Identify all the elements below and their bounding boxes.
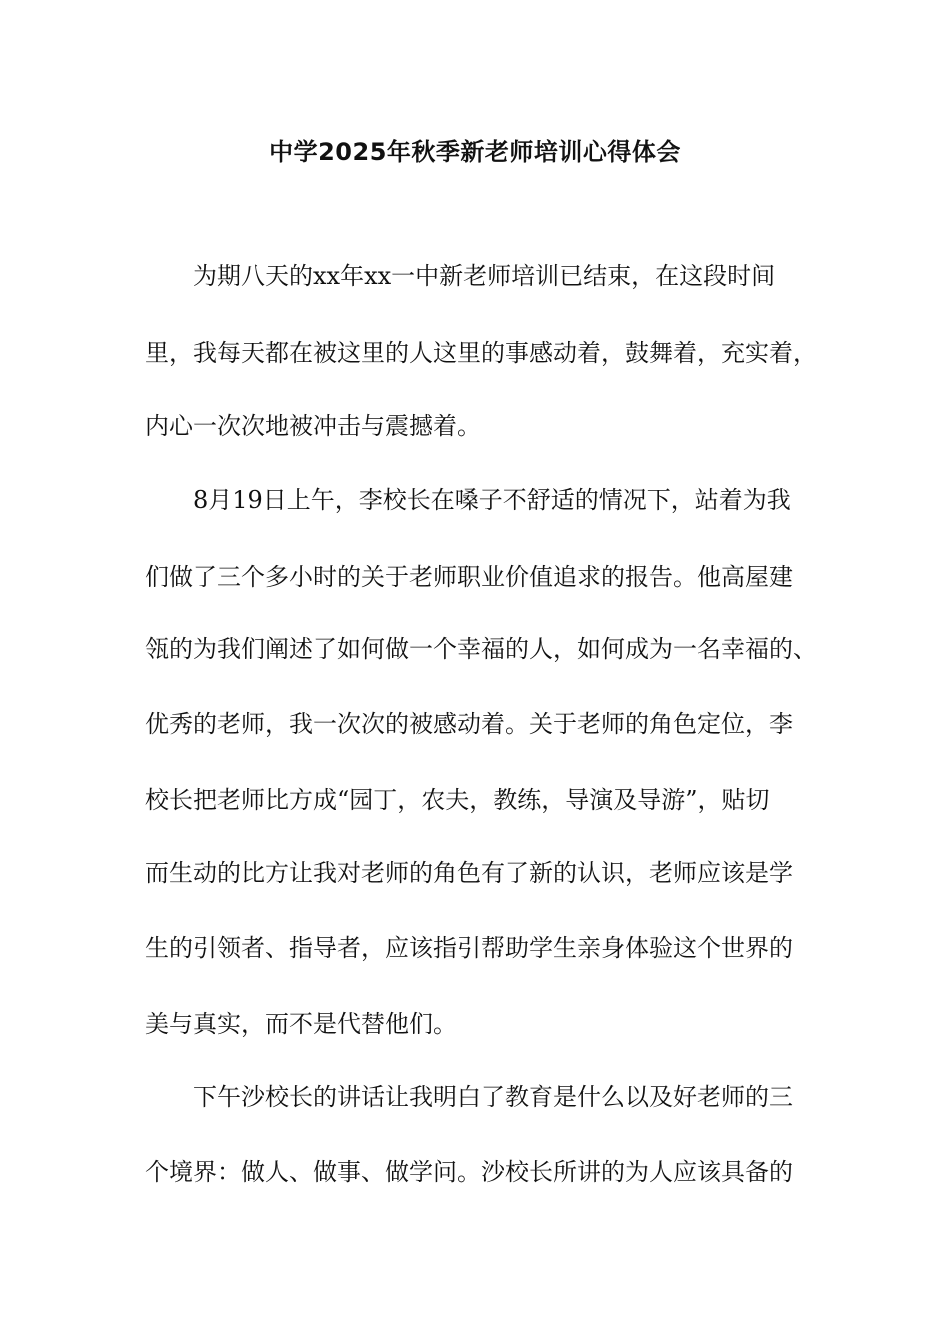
body-line-10: 生的引领者、指导者，应该指引帮助学生亲身体验这个世界的 bbox=[145, 934, 793, 962]
body-line-9: 而生动的比方让我对老师的角色有了新的认识，老师应该是学 bbox=[145, 859, 793, 887]
body-line-3: 内心一次次地被冲击与震撼着。 bbox=[145, 412, 481, 440]
body-line-4: 8月19日上午，李校长在嗓子不舒适的情况下，站着为我 bbox=[145, 486, 791, 514]
body-line-13: 个境界：做人、做事、做学问。沙校长所讲的为人应该具备的 bbox=[145, 1158, 793, 1186]
body-line-8: 校长把老师比方成“园丁，农夫，教练，导演及导游”，贴切 bbox=[145, 786, 770, 814]
body-line-1: 为期八天的xx年xx一中新老师培训已结束，在这段时间 bbox=[145, 262, 776, 290]
body-line-7: 优秀的老师，我一次次的被感动着。关于老师的角色定位，李 bbox=[145, 710, 793, 738]
body-line-2: 里，我每天都在被这里的人这里的事感动着，鼓舞着，充实着， bbox=[145, 339, 817, 367]
body-line-5: 们做了三个多小时的关于老师职业价值追求的报告。他高屋建 bbox=[145, 563, 793, 591]
body-line-6: 瓴的为我们阐述了如何做一个幸福的人，如何成为一名幸福的、 bbox=[145, 635, 817, 663]
body-line-12: 下午沙校长的讲话让我明白了教育是什么以及好老师的三 bbox=[145, 1083, 793, 1111]
body-line-11: 美与真实，而不是代替他们。 bbox=[145, 1010, 457, 1038]
document-title: 中学2025年秋季新老师培训心得体会 bbox=[269, 138, 681, 166]
